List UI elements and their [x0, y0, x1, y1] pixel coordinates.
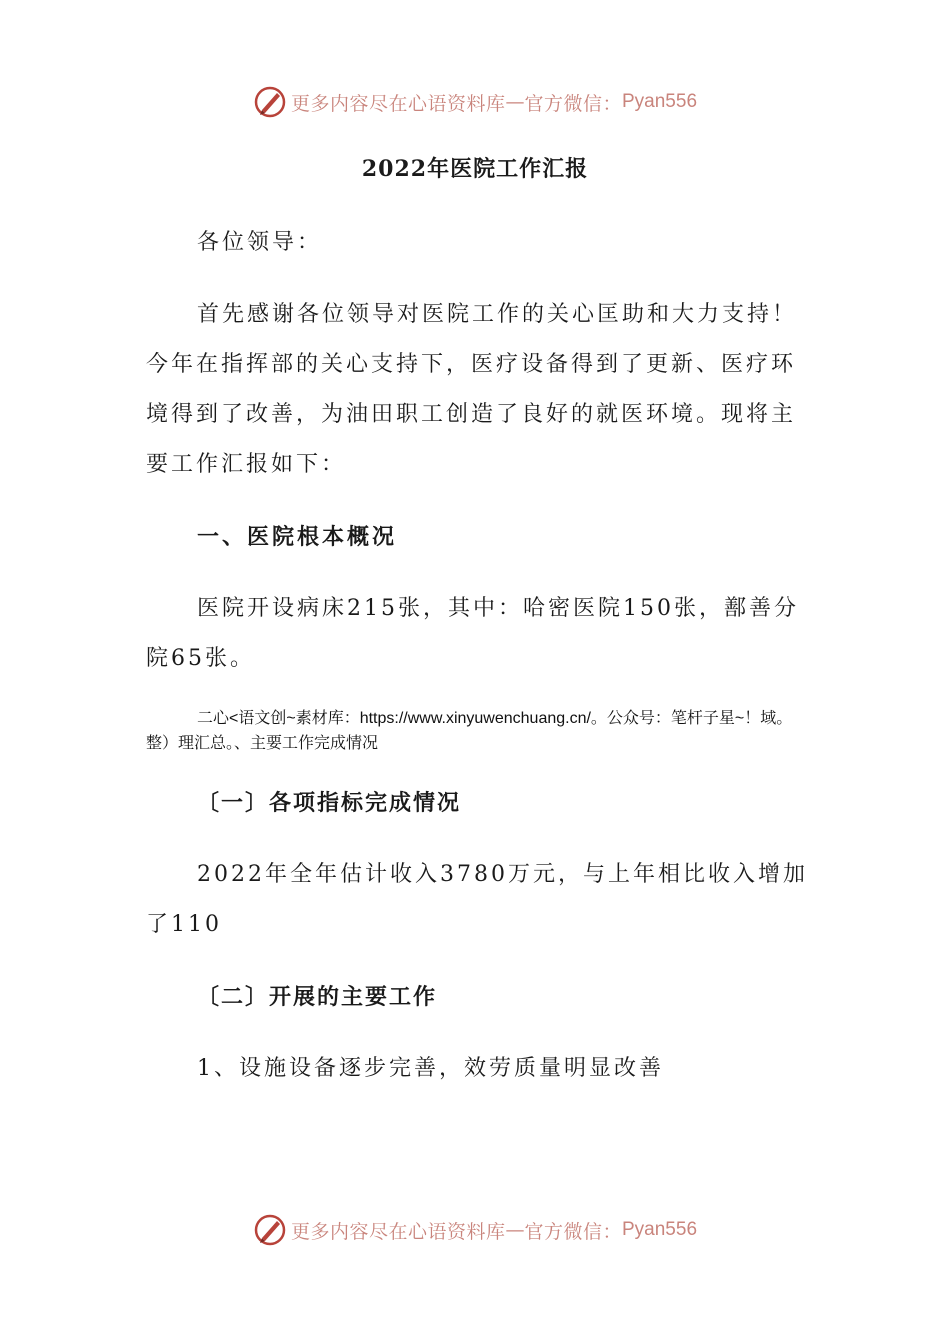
beds-paragraph: 医院开设病床215张，其中：哈密医院150张，鄯善分院65张。 [146, 596, 799, 671]
pen-logo-icon [253, 85, 287, 119]
footer-banner [0, 1210, 950, 1250]
banner-text: 更多内容尽在心语资料库 [290, 1220, 506, 1243]
section-heading: 一、医院根本概况 [197, 524, 398, 550]
list-item: 1、设施设备逐步完善，效劳质量明显改善 [197, 1056, 664, 1081]
banner-label: 官方微信： [524, 92, 622, 115]
banner-separator: — [505, 1219, 525, 1241]
subsection-heading-2: 〔二〕开展的主要工作 [197, 984, 438, 1010]
banner-separator: — [505, 91, 525, 113]
watermark-ad-text: 二心<语文创~素材库：https://www.xinyuwenchuang.cn/。公众号：笔杆子星~！域。整）理汇总。、主要工作完成情况 [146, 710, 793, 752]
banner-label: 官方微信： [524, 1220, 622, 1243]
header-banner [0, 82, 950, 122]
income-paragraph: 2022年全年估计收入3780万元，与上年相比收入增加了110 [146, 862, 808, 937]
document-title: 2022年医院工作汇报 [361, 156, 589, 182]
banner-text: 更多内容尽在心语资料库 [290, 92, 506, 115]
intro-paragraph: 首先感谢各位领导对医院工作的关心匡助和大力支持！今年在指挥部的关心支持下，医疗设备得到了更新、医疗环境得到了改善，为油田职工创造了良好的就医环境。现将主要工作汇报如下： [146, 302, 798, 477]
pen-logo-icon [253, 1213, 287, 1247]
salutation: 各位领导： [197, 230, 323, 255]
banner-contact: Pyan556 [622, 1219, 698, 1240]
subsection-heading-1: 〔一〕各项指标完成情况 [197, 790, 462, 816]
banner-contact: Pyan556 [622, 91, 698, 112]
